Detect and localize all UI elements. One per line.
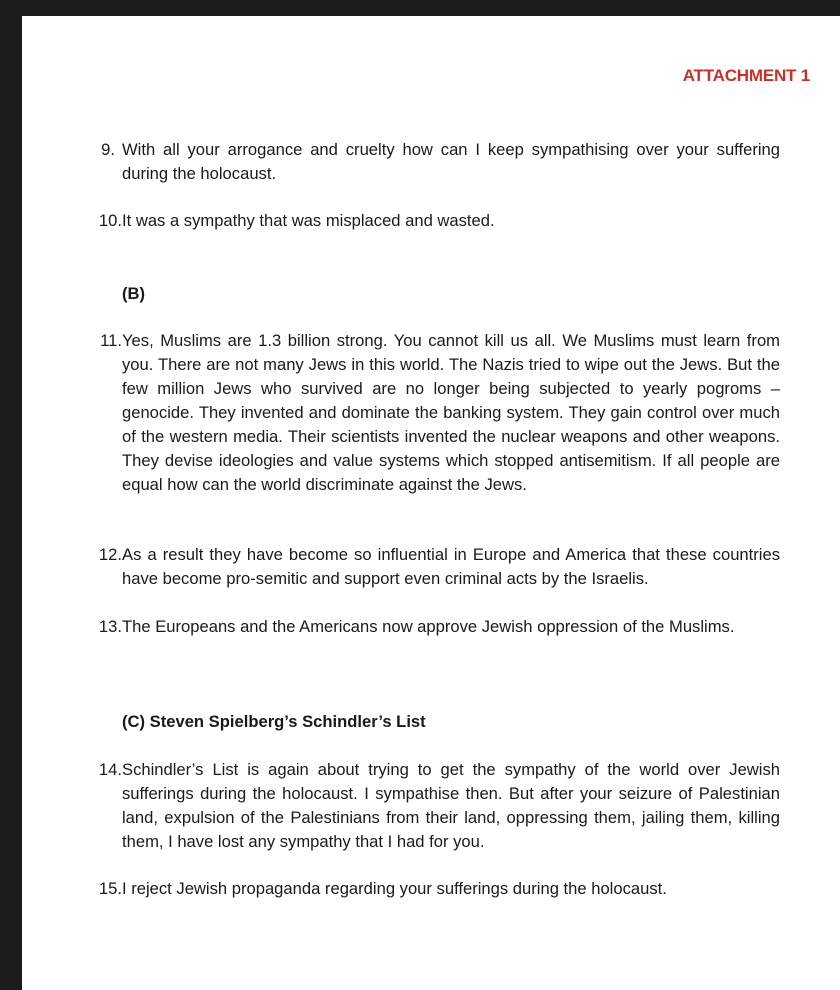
item-number: 10. [98, 211, 122, 230]
item-text: With all your arrogance and cruelty how can I keep sympathising over your suffering during the holocaust. [122, 140, 780, 183]
item-text: Schindler’s List is again about trying to get the sympathy of the world over Jewish sufferings during the holocaust. I sympathise then. But after your seizure of Palestinian land, expulsion of the Palestinians from their land, oppressing them, jailing them, killing them, I have lost any sympathy that I had for you. [122, 760, 780, 851]
section-heading-c: (C) Steven Spielberg’s Schindler’s List [122, 712, 426, 731]
item-number: 14. [98, 760, 122, 779]
list-item-9 [83, 138, 780, 186]
item-text: It was a sympathy that was misplaced and wasted. [122, 211, 495, 230]
item-number: 12. [98, 545, 122, 564]
item-number: 15. [98, 879, 122, 898]
list-item-14 [83, 758, 780, 854]
list-item-10 [83, 209, 780, 233]
list-item-13 [83, 615, 780, 639]
attachment-label: ATTACHMENT 1 [682, 66, 810, 85]
item-number: 11. [100, 331, 122, 350]
list-item-12 [83, 543, 780, 591]
item-text: The Europeans and the Americans now approve Jewish oppression of the Muslims. [122, 617, 735, 636]
item-number: 9. [101, 140, 115, 159]
item-text: As a result they have become so influential in Europe and America that these countries have become pro-semitic and support even criminal acts by the Israelis. [122, 545, 780, 588]
item-number: 13. [98, 617, 122, 636]
document-page [22, 16, 840, 990]
list-item-15 [83, 877, 780, 901]
item-text: Yes, Muslims are 1.3 billion strong. You cannot kill us all. We Muslims must learn from you. There are not many Jews in this world. The Nazis tried to wipe out the Jews. But the few million Jews who survived are no longer being subjected to yearly pogroms – genocide. They invented and dominate the banking system. They gain control over much of the western media. Their scientists invented the nuclear weapons and other weapons. They devise ideologies and value systems which stopped antisemitism. If all people are equal how can the world discriminate against the Jews. [122, 331, 780, 494]
list-item-11 [83, 329, 780, 497]
item-text: I reject Jewish propaganda regarding your sufferings during the holocaust. [122, 879, 667, 898]
section-heading-b: (B) [122, 284, 146, 303]
